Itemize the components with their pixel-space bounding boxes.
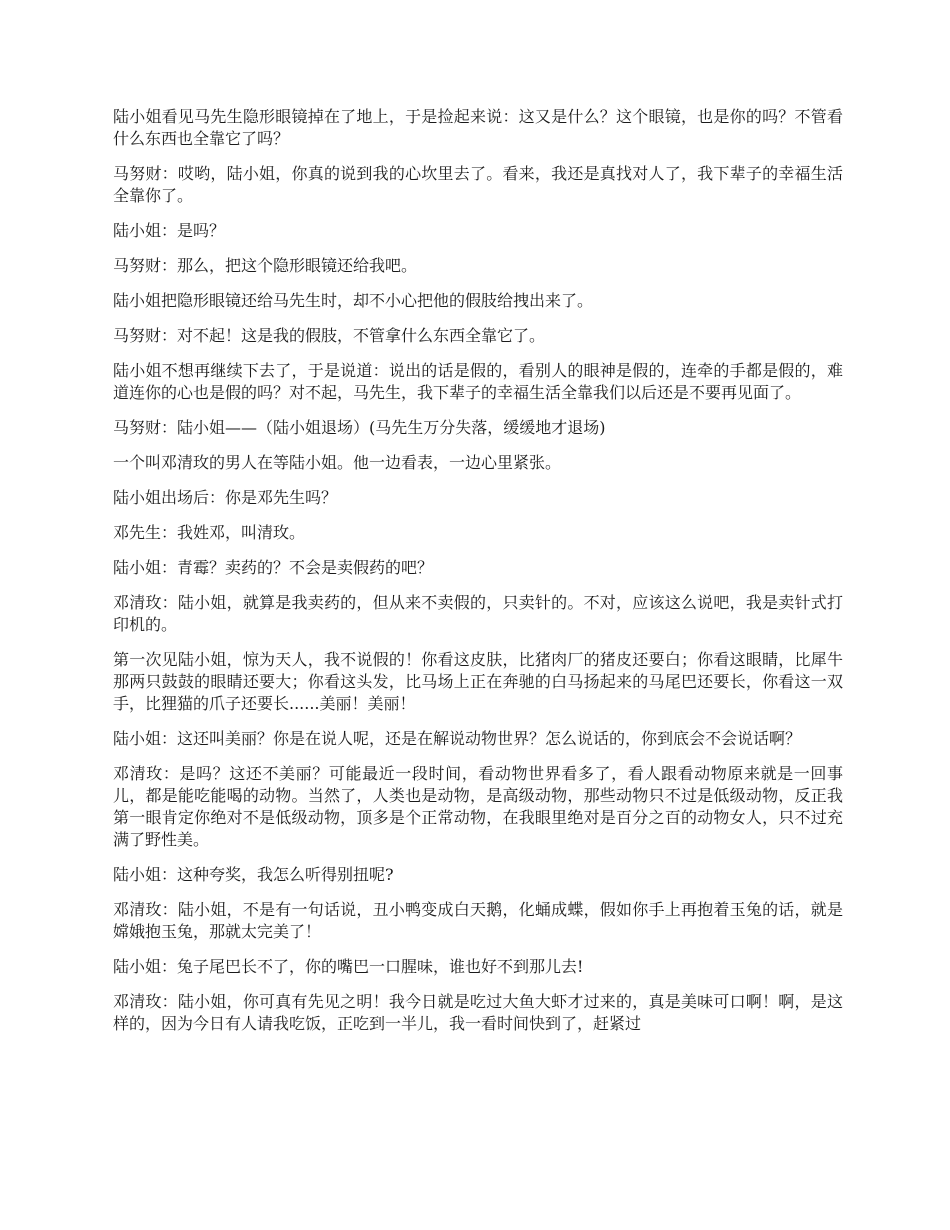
paragraph: 陆小姐：是吗？	[113, 221, 226, 240]
paragraph: 邓先生：我姓邓，叫清玫。	[113, 523, 306, 542]
paragraph: 陆小姐：这还叫美丽？你是在说人呢，还是在解说动物世界？怎么说话的，你到底会不会说话啊？	[113, 729, 802, 748]
document-page	[113, 106, 843, 1048]
paragraph: 陆小姐出场后：你是邓先生吗？	[113, 488, 338, 507]
paragraph: 陆小姐：兔子尾巴长不了，你的嘴巴一口腥味，谁也好不到那儿去!	[113, 957, 584, 976]
paragraph: 陆小姐：青霉？卖药的？不会是卖假药的吧？	[113, 558, 434, 577]
paragraph: 陆小姐不想再继续下去了，于是说道：说出的话是假的，看别人的眼神是假的，连牵的手都是假的，难道连你的心也是假的吗？对不起，马先生，我下辈子的幸福生活全靠我们以后还是不要再见面了。	[113, 361, 843, 402]
paragraph: 马努财：陆小姐——（陆小姐退场）(马先生万分失落，缓缓地才退场)	[113, 418, 606, 437]
paragraph: 马努财：哎哟，陆小姐，你真的说到我的心坎里去了。看来，我还是真找对人了，我下辈子的幸福生活全靠你了。	[113, 164, 843, 205]
paragraph: 第一次见陆小姐，惊为天人，我不说假的！你看这皮肤，比猪肉厂的猪皮还要白；你看这眼睛，比犀牛那两只鼓鼓的眼睛还要大；你看这头发，比马场上正在奔驰的白马扬起来的马尾巴还要长，你看这一双手，比狸猫的爪子还要长......美丽！美丽！	[113, 650, 843, 713]
paragraph: 陆小姐把隐形眼镜还给马先生时，却不小心把他的假肢给拽出来了。	[113, 291, 594, 310]
paragraph: 陆小姐看见马先生隐形眼镜掉在了地上，于是捡起来说：这又是什么？这个眼镜，也是你的吗？不管看什么东西也全靠它了吗？	[113, 107, 843, 148]
paragraph: 邓清玫：陆小姐，就算是我卖药的，但从来不卖假的，只卖针的。不对，应该这么说吧，我是卖针式打印机的。	[113, 593, 843, 634]
paragraph: 马努财：那么，把这个隐形眼镜还给我吧。	[113, 256, 418, 275]
paragraph: 陆小姐：这种夸奖，我怎么听得别扭呢?	[113, 865, 394, 884]
paragraph: 一个叫邓清玫的男人在等陆小姐。他一边看表，一边心里紧张。	[113, 453, 562, 472]
paragraph: 马努财：对不起！这是我的假肢，不管拿什么东西全靠它了。	[113, 326, 546, 345]
paragraph: 邓清玫：陆小姐，不是有一句话说，丑小鸭变成白天鹅，化蛹成蝶，假如你手上再抱着玉兔的话，就是嫦娥抱玉兔，那就太完美了！	[113, 900, 843, 941]
paragraph: 邓清玫：是吗？这还不美丽？可能最近一段时间，看动物世界看多了，看人跟看动物原来就是一回事儿，都是能吃能喝的动物。当然了，人类也是动物，是高级动物，那些动物只不过是低级动物，反正我第一眼肯定你绝对不是低级动物，顶多是个正常动物，在我眼里绝对是百分之百的动物女人，只不过充满了野性美。	[113, 764, 843, 849]
paragraph: 邓清玫：陆小姐，你可真有先见之明！我今日就是吃过大鱼大虾才过来的，真是美味可口啊！啊，是这样的，因为今日有人请我吃饭，正吃到一半儿，我一看时间快到了，赶紧过	[113, 992, 843, 1033]
